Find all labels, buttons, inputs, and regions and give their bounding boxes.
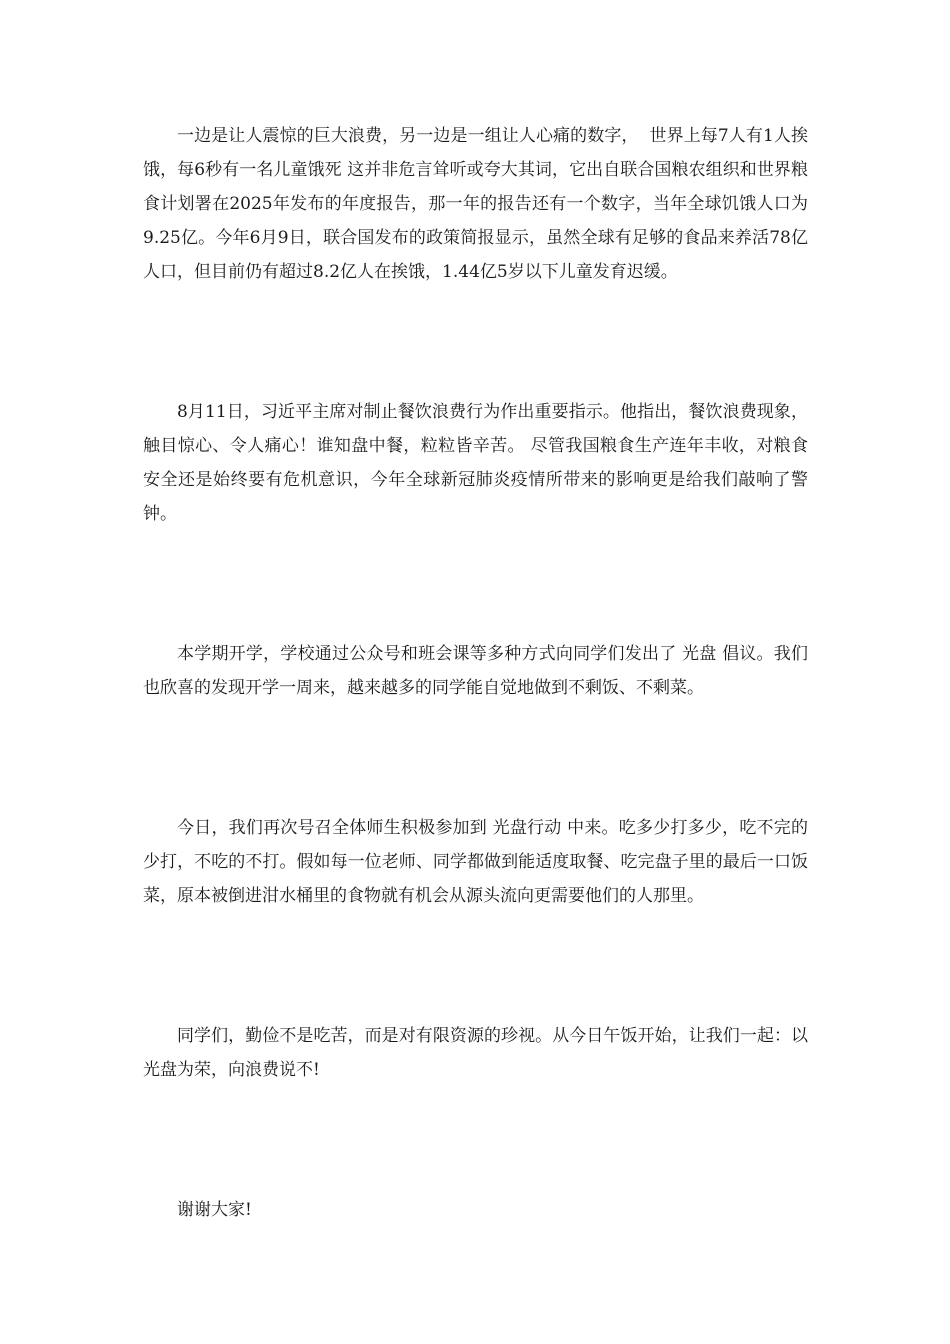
paragraph-hunger-statistics: 一边是让人震惊的巨大浪费，另一边是一组让人心痛的数字， 世界上每7人有1人挨饿，每6秒有一名儿童饿死 这并非危言耸听或夸大其词，它出自联合国粮农组织和世界粮食计划署在2025年发布的年度报告，那一年的报告还有一个数字，当年全球饥饿人口为9.25亿。今年6月9日，联合国发布的政策简报显示，虽然全球有足够的食品来养活78亿人口，但目前仍有超过8.2亿人在挨饿，1.44亿5岁以下儿童发育迟缓。 — [143, 126, 808, 282]
paragraph-school-initiative: 本学期开学，学校通过公众号和班会课等多种方式向同学们发出了 光盘 倡议。我们也欣喜的发现开学一周来，越来越多的同学能自觉地做到不剩饭、不剩菜。 — [143, 644, 808, 698]
paragraph-thrift: 同学们，勤俭不是吃苦，而是对有限资源的珍视。从今日午饭开始，让我们一起：以光盘为荣，向浪费说不! — [143, 1026, 808, 1080]
paragraph-call-to-action: 今日，我们再次号召全体师生积极参加到 光盘行动 中来。吃多少打多少，吃不完的少打，不吃的不打。假如每一位老师、同学都做到能适度取餐、吃完盘子里的最后一口饭菜，原本被倒进泔水桶里的食物就有机会从源头流向更需要他们的人那里。 — [143, 818, 808, 906]
document-body — [143, 119, 808, 1227]
paragraph-instruction: 8月11日，习近平主席对制止餐饮浪费行为作出重要指示。他指出，餐饮浪费现象，触目惊心、令人痛心！谁知盘中餐，粒粒皆辛苦。 尽管我国粮食生产连年丰收，对粮食安全还是始终要有危机意识，今年全球新冠肺炎疫情所带来的影响更是给我们敲响了警钟。 — [143, 402, 808, 524]
paragraph-thanks: 谢谢大家! — [177, 1200, 252, 1220]
